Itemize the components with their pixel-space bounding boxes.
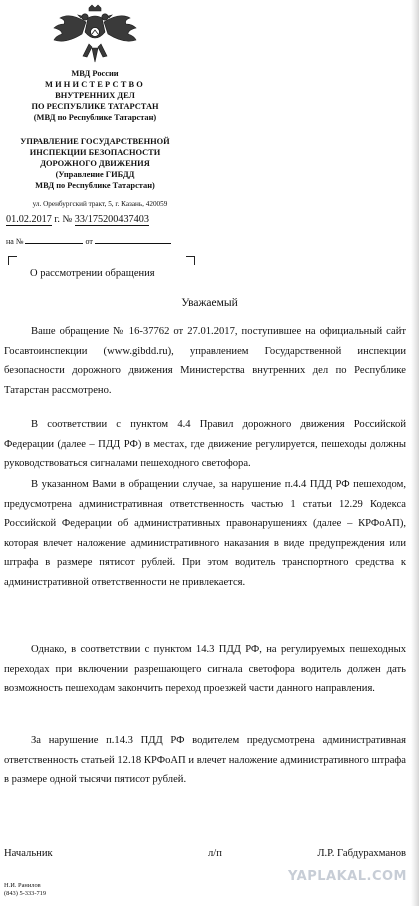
department-line: ДОРОЖНОГО ДВИЖЕНИЯ xyxy=(40,159,150,168)
reply-reference-line xyxy=(6,236,171,246)
paragraph: Однако, в соответствии с пунктом 14.3 ПДД РФ, на регулируемых пешеходных переходах при включении разрешающего сигнала светофора водитель должен дать возможность пешеходам закончить переход проезжей части данного направления. xyxy=(4,644,406,695)
ot-label: от xyxy=(85,237,93,246)
executor-block xyxy=(4,882,46,898)
subject-corner-right xyxy=(186,256,195,265)
signatory-position: Начальник xyxy=(4,848,53,859)
paragraph: Ваше обращение № 16-37762 от 27.01.2017, поступившее на официальный сайт Госавтоинспекции (www.gibdd.ru), управлением Государственной инспекции безопасности дорожного движения Министерства внутренних дел по Республике Татарстан рассмотрено. xyxy=(4,326,406,396)
ot-blank xyxy=(95,236,171,244)
ministry-short-name: МВД России xyxy=(71,69,119,78)
subject-corner-left xyxy=(8,256,17,265)
address: ул. Оренбургский тракт, 5, г. Казань, 420059 xyxy=(32,200,168,208)
na-label: на № xyxy=(6,237,24,246)
ministry-line: ПО РЕСПУБЛИКЕ ТАТАРСТАН xyxy=(31,102,159,111)
executor-name: Н.И. Ранилов xyxy=(4,882,41,889)
department-line: МВД по Республике Татарстан) xyxy=(35,181,155,190)
paragraph: За нарушение п.14.3 ПДД РФ водителем предусмотрена административная ответственность статьей 12.18 КРФоАП и влечет наложение административного штрафа в размере одной тысячи пятисот рублей. xyxy=(4,735,406,786)
scan-edge-shadow xyxy=(411,0,419,906)
department-line: (Управление ГИБДД xyxy=(55,170,135,179)
registration-number: 33/175200437403 xyxy=(74,214,149,225)
department-line: УПРАВЛЕНИЕ ГОСУДАРСТВЕННОЙ xyxy=(20,137,170,146)
paragraph: В соответствии с пунктом 4.4 Правил дорожного движения Российской Федерации (далее – ПДД РФ) в местах, где движение регулируется, пешеходы должны руководствоваться сигналами пешеходного светофора. xyxy=(4,419,406,470)
registration-date: 01.02.2017 xyxy=(6,214,52,225)
registration-g-no: г. № xyxy=(54,214,73,225)
watermark: YAPLAKAL.COM xyxy=(288,869,407,884)
ministry-line: ВНУТРЕННИХ ДЕЛ xyxy=(55,91,135,100)
department-line: ИНСПЕКЦИИ БЕЗОПАСНОСТИ xyxy=(29,148,161,157)
subject-line: О рассмотрении обращения xyxy=(30,268,155,279)
paragraph: В указанном Вами в обращении случае, за нарушение п.4.4 ПДД РФ пешеходом, предусмотрена административная ответственность частью 1 статьи 12.29 Кодекса Российской Федерации об административных правонарушениях (далее – КРФоАП), которая влечет наложение административного наказания в виде предупреждения или штрафа в размере пятисот рублей. При этом водитель транспортного средства к административной ответственности не привлекается. xyxy=(4,479,406,588)
double-headed-eagle-emblem-icon xyxy=(40,4,150,70)
ministry-line: (МВД по Республике Татарстан) xyxy=(33,113,157,122)
signatory-name: Л.Р. Габдурахманов xyxy=(317,848,406,859)
salutation: Уважаемый xyxy=(181,297,238,309)
ministry-line: МИНИСТЕРСТВО xyxy=(44,80,146,89)
ministry-block xyxy=(0,68,190,123)
registration-line xyxy=(6,214,149,225)
department-block xyxy=(0,136,190,191)
na-blank xyxy=(25,236,83,244)
executor-phone: (843) 5-333-719 xyxy=(4,890,47,897)
signature-lp: л/п xyxy=(208,848,222,859)
